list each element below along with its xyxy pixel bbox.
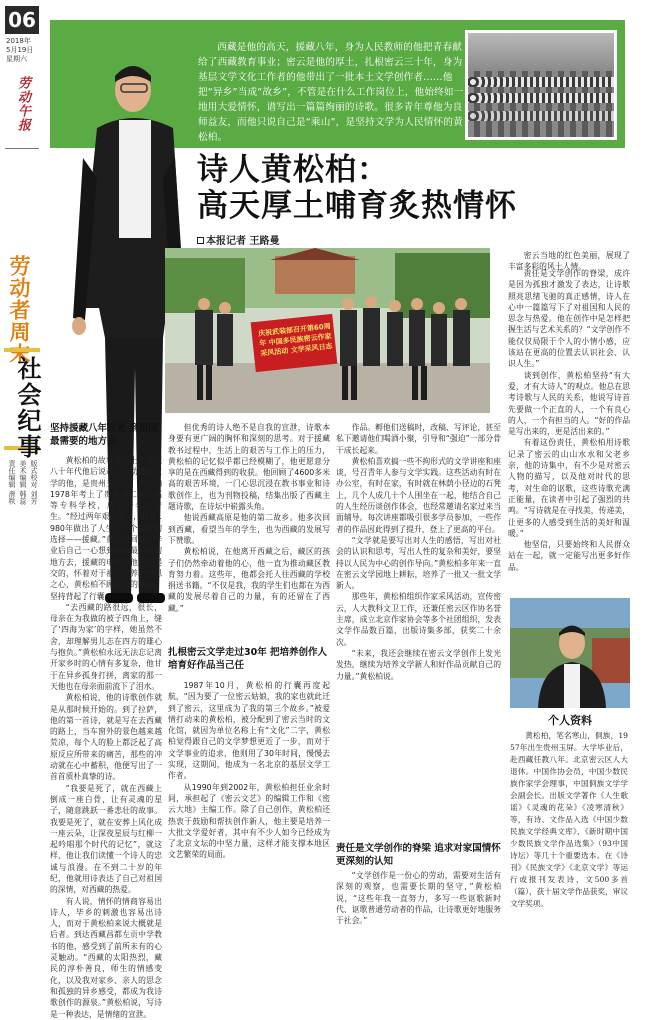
- article-column-1: 黄松柏的故事得从上个世纪八十年代他后说起，自幼酷爱文学的他，是贵州玉屏人。黄松柏1978年考上了贵州铜仁师范高等专科学校，成为一名大专生。“经过两年艰苦学习，我在1980年做出了人生中一个重要的选择——援藏。”黄松柏回忆，毕业后自己一心想到祖国最需要的地方去，援藏的申请是他主动递交的，怀着对于祖国培养的感恩之心，黄松柏不顾家人的顾虑，坚持背起了行囊。 “去西藏的路很远，很长，母亲在为我做的被子四角上，缝了‘四海为家’的字样，她虽然不舍，却理解男儿志在四方的雄心与抱负。”黄松柏永远无法忘记离开家乡时的心情有多复杂，他甘于在异乡孤身打拼，离家的那一天他也在母亲面前流下了泪水。 黄松柏说，他的诗歌创作就是从那时候开始的。到了拉萨，他的第一首诗，就是写在去西藏的路上，当车窗外的景色越来越荒凉，每个人的脸上都泛起了高原反应所带来的痛苦，那些的冲动就在心中蓄积，他便写出了一首首质朴真挚的诗。 “我要是死了，就在西藏上倒成一座白骨，让有灵魂的星子，随意跳跃一番悲壮的故事。我要是死了，就在安葬上风化成一座云朵，让深夜星辰与红柳一起吟唱那个时代的记忆”，就这样，他让我们读懂一个诗人的忠诚与浪漫。在不到二十岁的年纪，他就用诗表达了自己对祖国的深情，对西藏的热爱。 有人说，情怀的情商容易出诗人，毕乡的刺激也容易出诗人，而对于黄松柏来说大概就是后者。到达西藏昌都左贡中学教书的他，感受到了前所未有的心灵触动。“西藏的太阳热烈，藏民的淳朴善良，师生的情感变化，以及我对家乡、亲人的思念和孤独的异乡感受，都成为我诗歌创作的源泉。”黄松柏说，写诗是一种表达，是情绪的宣泄。: [50, 456, 162, 1019]
- article-column-4-lead: 密云当地的红色美丽，展现了丰富多彩的风土人情。: [508, 251, 630, 272]
- issue-date: 2018年 5月19日 星期六: [6, 37, 34, 63]
- article-column-4: 责任是文学创作的脊梁，成许是因为孤独才激发了表达，让诗歌照亮思绪飞驰的真正感情，诗人在心中一篇篇写下了对祖国和人民的思念与热爱。他在创作中是怎样把握生活与艺术关系的？“文学创作不能仅仅局限于个人的小情小感，应该站在更高的位置去认识社会、认识人生。” 谈到创作，黄松柏坚持“有大爱，才有大诗人”的观点。他总在思考诗歌与人民的关系，他说写诗首先要做一个正直的人，一个有良心的人，一个有担当的人。“好的作品是写出来的，更是活出来的。” 有着这份责任，黄松柏用诗歌记录了密云的山山水水和父老乡亲，他的诗集中，有不少是对密云人物的描写，以及他对时代的思考，对生命的讴歌，这些诗歌充满正能量，在读者中引起了强烈的共鸣。“写诗就是在寻找美，传递美，让更多的人感受到生活的美好和温暖。” 他坚信，只要始终和人民群众站在一起，就一定能写出更多好作品。: [508, 269, 630, 572]
- profile-text: 黄松柏，笔名寒山，侗族，1957年出生贵州玉屏。大学毕业后，赴西藏任教八年。北京密云区人大退休。中国作协会员，中国少数民族作家学会理事，中国侗族文学学会副会长。出版文学著作《人生歌谣》《灵魂的花朵》《凌寒清秋》等，有诗、文作品入选《中国少数民族文学经典文库》、《新时期中国少数民族文学作品选集》（93中国诗坛）等几十个重要选本。在《诗刊》《民族文学》《北京文学》等运行或报刊发表诗、文500多首（篇），获十届文学作品获奖，审议文学奖项。: [510, 731, 628, 908]
- divider: [5, 148, 39, 149]
- subhead: 坚持援藏八年时光 到祖国最需要的地方去: [50, 423, 158, 447]
- byline: 本报记者 王路曼: [197, 232, 279, 247]
- page-number: 06: [5, 6, 39, 34]
- newspaper-logo: 劳动午报: [15, 76, 30, 132]
- weekend-label: 劳动者周末: [7, 255, 31, 365]
- article-column-3: 作品。孵他们送稿时，改稿、写评论，甚至私下邀请他们喝酒小聚，引导和“强迫”一部分骨干成长起来。 黄松柏喜欢搞一些不拘形式的文学讲座和座谈，号召青年人参与文学实践。这些活动有时在办公室，有时在家，有时就在林荫小径边的石凳上，几个人成几十个人围坐在一起，他结合自己的人生经历谈创作体会，也经常邀请名家过来当面辅导。每次讲座都吸引很多学员参加，一些作者的作品因此得到了提升，登上了更高的平台。 “文学就是要写出对人生的感悟，写出对社会的认识和思考，写出人性的复杂和美好，要坚持以人民为中心的创作导向。”黄松柏多年来一直在密云文学园地上耕耘，培养了一批又一批文学新人。 那些年，黄松柏组织作家采风活动，宣传密云，人大教科文卫工作，还兼任密云区作协名誉主席，成立北京作家协会等多个社团组织，发表文学作品数百篇，出版诗集多部，获奖二十余次。 “未来，我还会继续在密云文学创作上发光发热，继续为培养文学新人和好作品贡献自己的力量。”黄松柏说。: [336, 423, 501, 681]
- subhead: 扎根密云文学走过30年 把培养创作人培育好作品当己任: [168, 647, 328, 671]
- article-title: 诗人黄松柏： 高天厚土哺育炙热情怀: [197, 152, 517, 224]
- profile-title: 个人资料: [548, 714, 592, 727]
- subhead: 责任是文学创作的脊梁 追求对家国情怀更深刻的认知: [336, 843, 501, 867]
- article-column-3b: “文学创作是一份心的劳动，需要对生活有深刻的观察，也需要长期的坚守，”黄松柏说，“这些年我一直努力，多写一些讴歌新时代、讴歌普通劳动者的作品，让诗歌更好地服务于社会。”: [336, 870, 501, 928]
- section-label: 社会纪事: [13, 356, 41, 460]
- profile-photo: [510, 598, 630, 708]
- byline-square-icon: [197, 237, 204, 244]
- historical-group-photo: [465, 30, 617, 140]
- article-column-2: 但优秀的诗人绝不是自我的宣泄，诗歌本身要有更广阔的胸怀和深刻的思考。对于援藏教书过程中，生活上的艰苦与工作上的压力，黄松柏的记忆似乎都已经模糊了，他更愿意分享的是在西藏得到的收获。他回顾了4600多米高的艰苦环境，一门心思沉浸在教书事业和诗歌创作上，也为刊物投稿，结集出版了西藏主题诗歌，在诗坛中崭露头角。 他说西藏高原是他的第二故乡。他多次回到西藏，看望当年的学生，也为西藏的发展写下赞歌。 黄松柏说，在他离开西藏之后，藏区的孩子们仍然牵动着他的心，他一直为推动藏区教育努力着。这些年，他都会托人往西藏的学校捐送书籍。“不仅是我，我的学生们也都在为西藏的发展尽着自己的力量，有的还留在了西藏。”: [168, 423, 330, 613]
- banner-text: 庆祝武装部召开第60周年 中国多民族密云作家采风活动 文学采风日志: [257, 322, 333, 358]
- intro-text: 西藏是他的高天，援藏八年，身为人民教师的他把青春献给了西藏教育事业；密云是他的厚土，扎根密云三十年，身为基层文学文化工作者的他带出了一批本土文学创作者……他把“异乡”当成“故乡”，不管是在什么工作岗位上，他始终如一地用大爱情怀，谱写出一篇篇绚丽的诗歌。很多青年尊他为良师益友，而他只说自己是“乘山”，是坚持文学为人民情怀的黄松柏。: [198, 42, 464, 143]
- article-column-2b: 1987年10月，黄松柏的行囊再度起航，“因为要了一位密云姑娘，我的家也就此迁到了密云，这里成为了我的第三个故乡。”被爱情打动来的黄松柏，被分配到了密云当时的文化馆，就因为单位名称上有“文化”二字，黄松柏觉得跟自己的文学梦想更近了一步，而对于文学事业的追求，他则用了30年时间，慢慢去实现，这期间，他成为一名北京的基层文学工作者。 从1990年到2002年，黄松柏担任业余时间，承担起了《密云文艺》的编辑工作和《密云大地》主编工作。除了自己创作，黄松柏还热衷于鼓励和帮扶创作新人，他主要是培养一大批文学爱好者，其中有不少人如今已经成为了北京文坛的中坚力量，这样才能支撑本地区文艺繁荣的局面。: [168, 681, 330, 860]
- editor-credits: 版式校对 刘芳 美术编辑 韩蕊 责任编辑 滑秩: [8, 460, 38, 505]
